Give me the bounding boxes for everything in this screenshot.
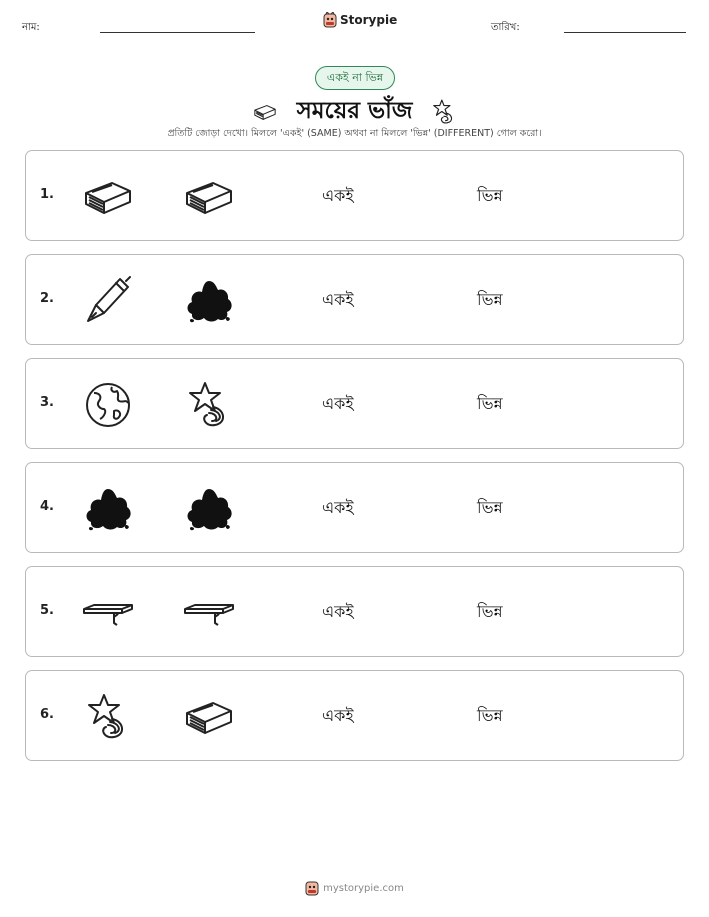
exercise-row xyxy=(25,150,684,241)
book-icon xyxy=(183,171,235,223)
ink-blot-icon xyxy=(82,483,134,535)
row-number: 3. xyxy=(40,395,54,410)
pen-icon xyxy=(82,275,134,327)
book-icon xyxy=(251,100,279,124)
activity-badge: একই না ভিন্ন xyxy=(315,66,395,90)
row-number: 6. xyxy=(40,707,54,722)
exercise-row xyxy=(25,462,684,553)
exercise-row xyxy=(25,566,684,657)
option-same[interactable]: একই xyxy=(322,706,354,725)
storypie-mascot-icon xyxy=(305,880,319,896)
storypie-mascot-icon xyxy=(323,12,337,28)
exercise-row xyxy=(25,254,684,345)
name-field[interactable] xyxy=(100,32,255,33)
exercise-row xyxy=(25,358,684,449)
shelf-icon xyxy=(183,587,235,639)
shooting-star-icon xyxy=(430,98,458,126)
exercise-row xyxy=(25,670,684,761)
instructions: প্রতিটি জোড়া দেখো। মিললে 'একই' (SAME) অথবা না মিললে 'ভিন্ন' (DIFFERENT) গোল করো। xyxy=(167,128,542,139)
shelf-icon xyxy=(82,587,134,639)
row-number: 1. xyxy=(40,187,54,202)
title-row xyxy=(0,92,709,131)
option-same[interactable]: একই xyxy=(322,290,354,309)
option-different[interactable]: ভিন্ন xyxy=(477,706,503,725)
row-number: 5. xyxy=(40,603,54,618)
option-different[interactable]: ভিন্ন xyxy=(477,186,503,205)
globe-icon xyxy=(82,379,134,431)
book-icon xyxy=(82,171,134,223)
shooting-star-icon xyxy=(183,379,235,431)
option-same[interactable]: একই xyxy=(322,394,354,413)
brand-logo xyxy=(323,12,397,28)
footer xyxy=(0,880,709,896)
date-field[interactable] xyxy=(564,32,686,33)
option-same[interactable]: একই xyxy=(322,186,354,205)
book-icon xyxy=(183,691,235,743)
ink-blot-icon xyxy=(183,275,235,327)
ink-blot-icon xyxy=(183,483,235,535)
brand-name: Storypie xyxy=(340,13,398,27)
name-label: নাম: xyxy=(22,22,40,33)
page-title: সময়ের ভাঁজ xyxy=(296,98,413,124)
row-number: 4. xyxy=(40,499,54,514)
row-number: 2. xyxy=(40,291,54,306)
option-different[interactable]: ভিন্ন xyxy=(477,498,503,517)
option-different[interactable]: ভিন্ন xyxy=(477,290,503,309)
option-same[interactable]: একই xyxy=(322,602,354,621)
option-same[interactable]: একই xyxy=(322,498,354,517)
date-label: তারিখ: xyxy=(491,22,520,33)
option-different[interactable]: ভিন্ন xyxy=(477,394,503,413)
option-different[interactable]: ভিন্ন xyxy=(477,602,503,621)
footer-url[interactable]: mystorypie.com xyxy=(323,882,404,894)
shooting-star-icon xyxy=(82,691,134,743)
